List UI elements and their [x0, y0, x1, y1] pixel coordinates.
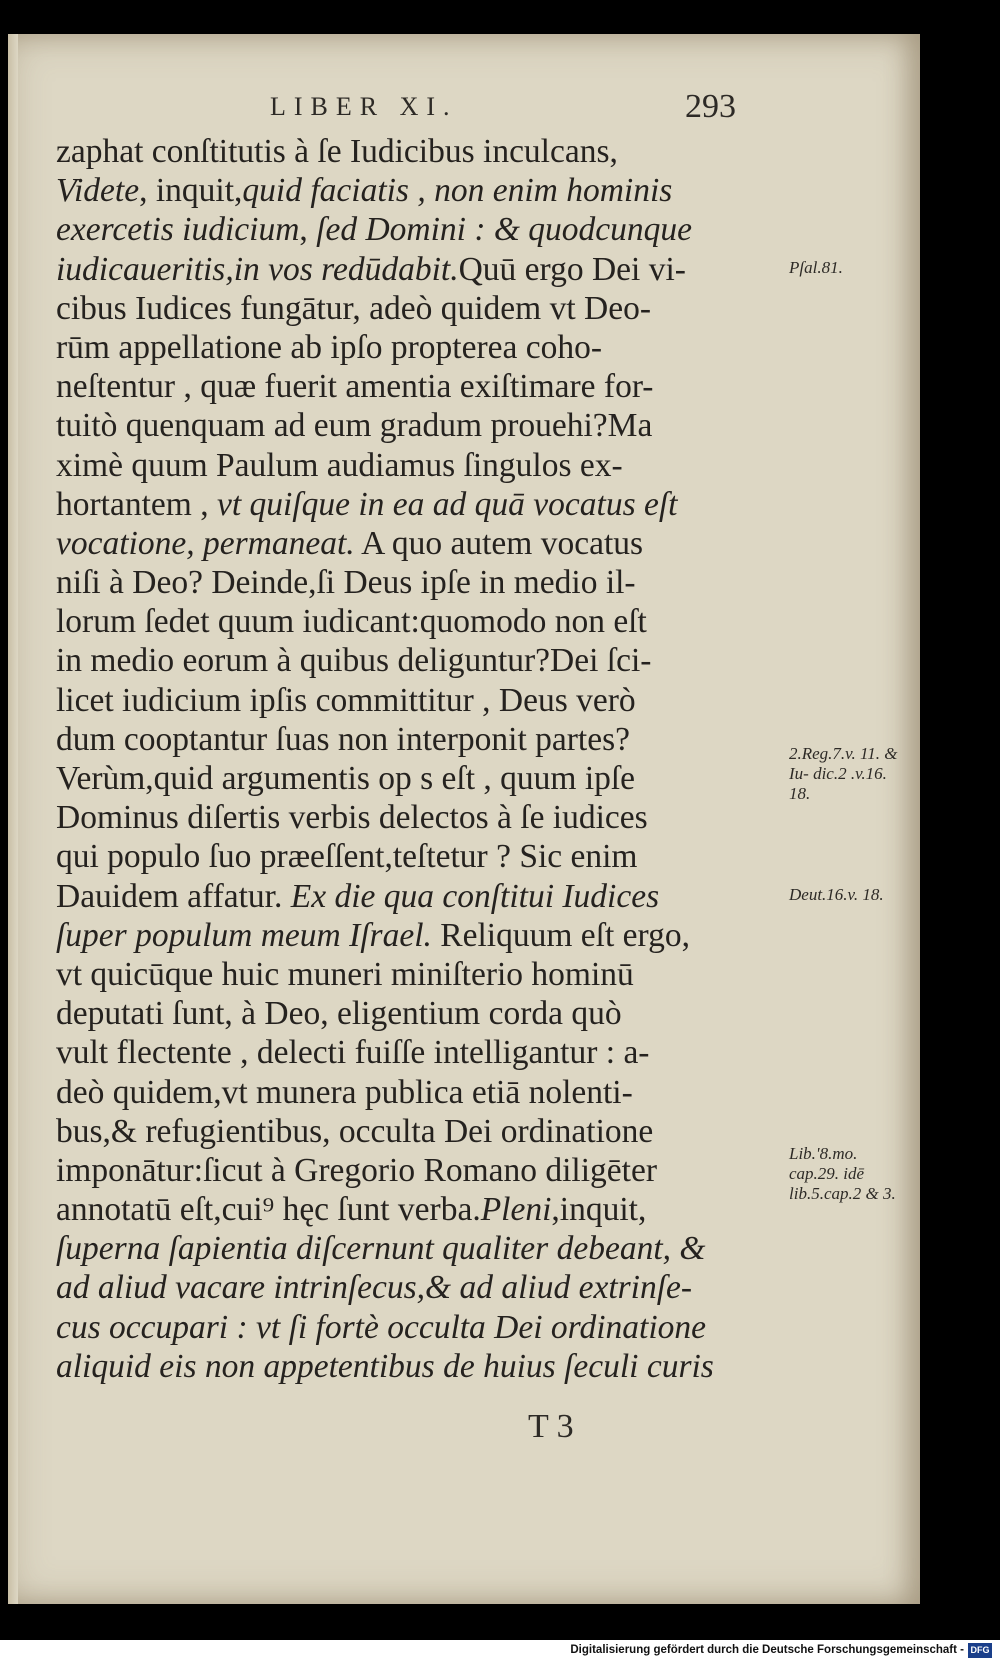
- text-line: [56, 602, 756, 641]
- text-segment: in medio eorum à quibus deliguntur?Dei ſci-: [56, 642, 652, 680]
- text-segment: ,inquit,: [551, 1191, 647, 1229]
- catchword: T 3: [528, 1408, 574, 1445]
- text-line: [56, 1033, 756, 1072]
- text-line: [56, 132, 756, 171]
- text-segment: ,: [299, 211, 317, 249]
- text-line: [56, 563, 756, 602]
- digitization-credit-bar: [0, 1640, 1000, 1663]
- text-segment: , inquit,: [139, 172, 243, 210]
- text-segment: hortantem ,: [56, 485, 217, 523]
- text-line: [56, 1190, 756, 1229]
- text-line: [56, 171, 756, 210]
- text-line: [56, 1229, 756, 1268]
- text-segment: Dominus diſertis verbis delectos à ſe iudices: [56, 799, 648, 837]
- text-line: [56, 210, 756, 249]
- marginal-note: 2.Reg.7.v. 11. & Iu- dic.2 .v.16. 18.: [789, 743, 898, 803]
- text-line: [56, 877, 756, 916]
- page-number: 293: [685, 88, 736, 125]
- text-line: [56, 406, 756, 445]
- italic-text-segment: ad aliud vacare intrinſecus,& ad aliud extrinſe-: [56, 1269, 693, 1307]
- text-line: [56, 367, 756, 406]
- text-line: [56, 641, 756, 680]
- text-segment: Dauidem affatur.: [56, 877, 291, 915]
- text-line: [56, 955, 756, 994]
- italic-text-segment: ſuperna ſapientia diſcernunt qualiter debeant, &: [56, 1230, 706, 1268]
- text-line: [56, 1347, 756, 1386]
- text-segment: qui populo ſuo præeſſent,teſtetur ? Sic enim: [56, 838, 638, 876]
- text-segment: bus,& refugientibus, occulta Dei ordinatione: [56, 1112, 654, 1150]
- dfg-logo-icon: DFG: [968, 1643, 992, 1658]
- text-line: [56, 524, 756, 563]
- page-gutter-edge: [8, 34, 18, 1604]
- text-segment: vt quicūque huic muneri miniſterio hominū: [56, 955, 634, 993]
- text-line: [56, 994, 756, 1033]
- text-line: [56, 1268, 756, 1307]
- text-segment: annotatū eſt,cui⁹ hęc ſunt verba.: [56, 1191, 481, 1229]
- text-line: [56, 720, 756, 759]
- text-segment: Reliquum eſt ergo,: [431, 916, 690, 954]
- italic-text-segment: quid faciatis , non enim hominis: [242, 172, 673, 210]
- italic-text-segment: Ex die qua conſtitui Iudices: [290, 877, 660, 915]
- text-line: [56, 1073, 756, 1112]
- text-segment: neſtentur , quæ fuerit amentia exiſtimare for-: [56, 368, 654, 406]
- text-line: [56, 798, 756, 837]
- text-line: [56, 759, 756, 798]
- text-segment: dum cooptantur ſuas non interponit partes?: [56, 720, 631, 758]
- text-segment: rūm appellatione ab ipſo propterea coho-: [56, 328, 603, 366]
- text-segment: Quū ergo Dei vi-: [458, 250, 686, 288]
- italic-text-segment: exercetis iudicium: [56, 211, 300, 249]
- italic-text-segment: Pleni: [480, 1191, 552, 1229]
- text-line: [56, 1308, 756, 1347]
- text-segment: Verùm,quid argumentis op s eſt , quum ipſe: [56, 760, 636, 797]
- italic-text-segment: ſuper populum meum Iſrael.: [56, 916, 432, 954]
- text-line: [56, 485, 756, 524]
- text-line: [56, 1112, 756, 1151]
- text-segment: A quo autem vocatus: [354, 524, 644, 562]
- text-segment: lorum ſedet quum iudicant:quomodo non eſt: [56, 603, 647, 641]
- text-segment: imponātur:ſicut à Gregorio Romano diligēter: [56, 1151, 657, 1189]
- text-segment: deputati ſunt, à Deo, eligentium corda quò: [56, 995, 622, 1033]
- text-line: [56, 1151, 756, 1190]
- text-segment: licet iudicium ipſis committitur , Deus verò: [56, 681, 636, 719]
- italic-text-segment: Videte: [56, 172, 140, 210]
- text-line: [56, 289, 756, 328]
- italic-text-segment: aliquid eis non appetentibus de huius ſeculi curis: [56, 1347, 714, 1385]
- main-text-block: [56, 132, 898, 1386]
- text-segment: deò quidem,vt munera publica etiā nolenti-: [56, 1073, 633, 1111]
- italic-text-segment: vt quiſque in ea ad quā vocatus eſt: [216, 485, 678, 523]
- text-segment: vult flectente , delecti fuiſſe intelligantur : a-: [56, 1034, 650, 1072]
- credit-text: Digitalisierung gefördert durch die Deutsche Forschungsgemeinschaft -: [570, 1644, 964, 1656]
- text-line: [56, 250, 756, 289]
- marginal-note: Deut.16.v. 18.: [789, 884, 884, 904]
- marginal-note: Pſal.81.: [789, 257, 843, 277]
- text-line: [56, 328, 756, 367]
- text-segment: ximè quum Paulum audiamus ſingulos ex-: [56, 446, 623, 484]
- text-line: [56, 837, 756, 876]
- italic-text-segment: vocatione, permaneat.: [56, 524, 355, 562]
- text-segment: niſi à Deo? Deinde,ſi Deus ipſe in medio il-: [56, 564, 636, 602]
- marginal-note: Lib.'8.mo. cap.29. idē lib.5.cap.2 & 3.: [789, 1143, 896, 1203]
- text-segment: zaphat conſtitutis à ſe Iudicibus inculcans,: [56, 133, 618, 170]
- text-segment: tuitò quenquam ad eum gradum prouehi?Ma: [56, 407, 653, 445]
- text-line: [56, 916, 756, 955]
- italic-text-segment: cus occupari : vt ſi fortè occulta Dei ordinatione: [56, 1308, 707, 1346]
- text-segment: cibus Iudices fungātur, adeò quidem vt Deo-: [56, 289, 651, 327]
- italic-text-segment: ſed Domini : & quodcunque: [316, 211, 693, 249]
- italic-text-segment: iudicaueritis,in vos redūdabit.: [56, 250, 459, 288]
- text-line: [56, 681, 756, 720]
- text-line: [56, 446, 756, 485]
- running-head: LIBER XI.: [270, 92, 458, 121]
